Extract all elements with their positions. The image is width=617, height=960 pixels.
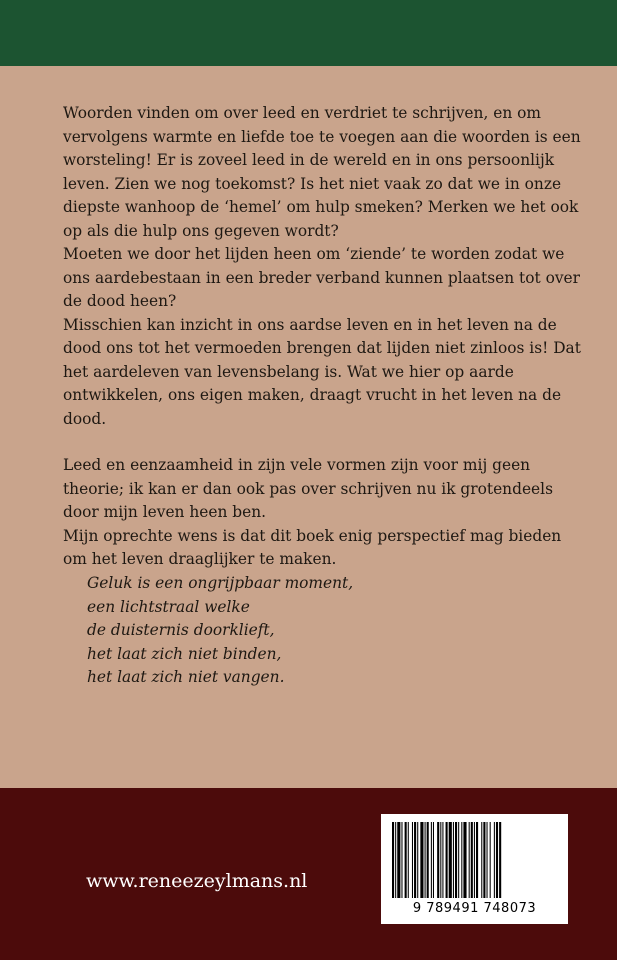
poem (87, 572, 353, 690)
website-url[interactable]: www.reneezeylmans.nl (86, 870, 308, 892)
blurb-paragraph-3: Misschien kan inzicht in ons aardse leven en in het leven na de dood ons tot het vermoeden brengen dat lijden niet zinloos is! Dat het aardeleven van levensbelang is. Wat we hier op aarde ontwikkelen, ons eigen maken, draagt vrucht in het leven na de dood. (63, 315, 581, 428)
poem-line-1: Geluk is een ongrijpbaar moment, (87, 574, 354, 592)
blurb-text (63, 102, 583, 572)
isbn-number: 9 789491 748073 (412, 901, 537, 916)
blurb-paragraph-1: Woorden vinden om over leed en verdriet te schrijven, en om vervolgens warmte en liefde toe te voegen aan die woorden is een worsteling! Er is zoveel leed in de wereld en in ons persoonlijk leven. Zien we nog toekomst? Is het niet vaak zo dat we in onze diepste wanhoop de ‘hemel’ om hulp smeken? Merken we het ook op als die hulp ons gegeven wordt? (63, 104, 581, 240)
blurb-paragraph-2: Moeten we door het lijden heen om ‘ziende’ te worden zodat we ons aardebestaan in een breder verband kunnen plaatsen tot over de dood heen? (63, 245, 581, 310)
paragraph-spacer (63, 431, 583, 454)
blurb-paragraph-5: Mijn oprechte wens is dat dit boek enig perspectief mag bieden om het leven draaglijker te maken. (63, 526, 562, 568)
poem-line-3: de duisternis doorklieft, (87, 621, 275, 639)
blurb-paragraph-4: Leed en eenzaamheid in zijn vele vormen zijn voor mij geen theorie; ik kan er dan ook pas over schrijven nu ik grotendeels door mijn leven heen ben. (63, 456, 553, 521)
bottom-maroon-band (0, 788, 617, 960)
barcode-bars-graphic (390, 822, 559, 898)
poem-line-5: het laat zich niet vangen. (87, 668, 285, 686)
back-cover-body (0, 66, 617, 788)
top-green-band (0, 0, 617, 66)
poem-line-4: het laat zich niet binden, (87, 644, 282, 663)
poem-line-2: een lichtstraal welke (87, 597, 250, 616)
isbn-barcode (381, 814, 568, 924)
